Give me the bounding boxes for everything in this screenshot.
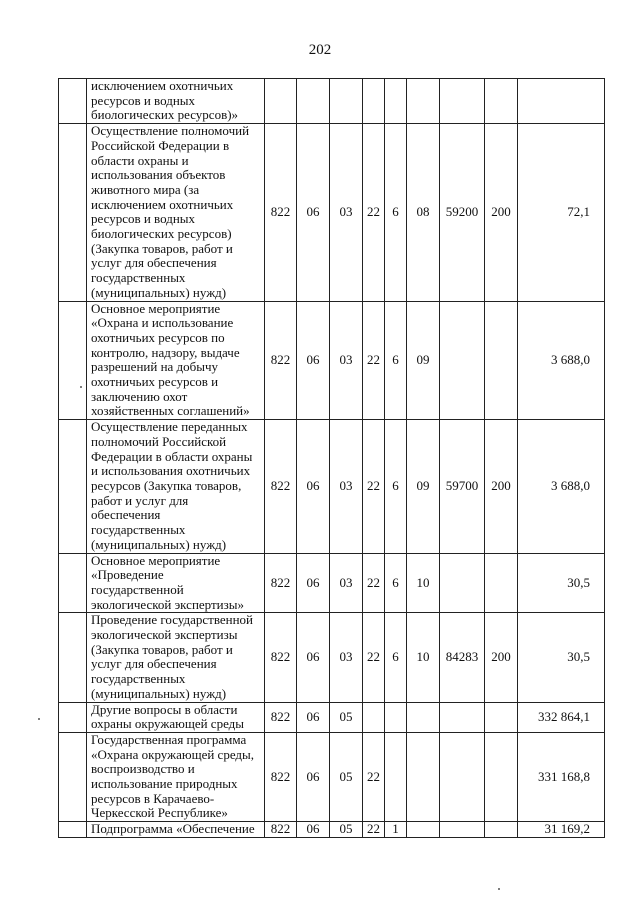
item-name-line: услуг для обеспечения: [91, 656, 217, 672]
item-name-line: Осуществление переданных: [91, 419, 248, 435]
cell-amount: 31 169,2: [518, 822, 605, 838]
cell-program: 22: [363, 420, 385, 553]
table-row: [59, 301, 605, 420]
cell-index: [59, 822, 87, 838]
cell-main-activity: 08: [407, 124, 440, 301]
cell-item-name: [87, 553, 265, 613]
item-name-line: использование природных: [91, 776, 238, 792]
item-name-line: государственной: [91, 581, 184, 597]
table-row: [59, 420, 605, 553]
cell-program: [363, 79, 385, 124]
item-name-line: «Проведение: [91, 567, 164, 583]
cell-item-name: [87, 822, 265, 838]
cell-item-name: [87, 124, 265, 301]
cell-section: 06: [297, 301, 330, 420]
item-name-line: воспроизводство и: [91, 761, 195, 777]
item-name-line: Осуществление полномочий: [91, 123, 250, 139]
cell-subsection: 03: [330, 613, 363, 702]
table-row: [59, 613, 605, 702]
cell-expense-direction: [440, 822, 485, 838]
cell-amount: 331 168,8: [518, 732, 605, 821]
cell-index: [59, 79, 87, 124]
item-name-line: исключением охотничьих: [91, 78, 234, 93]
cell-subsection: 05: [330, 732, 363, 821]
cell-index: [59, 702, 87, 732]
item-name-line: животного мира (за: [91, 181, 200, 197]
item-name-line: охотничьих ресурсов по: [91, 329, 225, 345]
cell-program: [363, 702, 385, 732]
table-body: [59, 79, 605, 838]
cell-item-name: [87, 732, 265, 821]
item-name-line: Российской Федерации в: [91, 137, 230, 153]
item-name-line: экологической экспертизы»: [91, 596, 245, 612]
item-name-line: государственных: [91, 270, 186, 286]
cell-grbs: 822: [265, 420, 297, 553]
item-name-line: «Охрана окружающей среды,: [91, 746, 255, 762]
item-name-line: исключением охотничьих: [91, 196, 234, 212]
table-row: [59, 79, 605, 124]
cell-index: [59, 420, 87, 553]
cell-section: [297, 79, 330, 124]
cell-index: [59, 124, 87, 301]
cell-grbs: 822: [265, 301, 297, 420]
item-name-line: Государственная программа: [91, 731, 247, 747]
cell-expense-direction: [440, 301, 485, 420]
cell-subprogram: 6: [385, 553, 407, 613]
item-name-line: охраны окружающей среды: [91, 716, 245, 732]
item-name-line: (Закупка товаров, работ и: [91, 641, 233, 657]
cell-main-activity: 10: [407, 553, 440, 613]
cell-grbs: 822: [265, 822, 297, 838]
cell-index: [59, 553, 87, 613]
cell-section: 06: [297, 613, 330, 702]
cell-subsection: 05: [330, 822, 363, 838]
item-name-line: Федерации в области охраны: [91, 448, 253, 464]
scan-speck: [38, 718, 40, 720]
cell-section: 06: [297, 420, 330, 553]
table-row: [59, 124, 605, 301]
item-name-line: биологических ресурсов): [91, 226, 232, 242]
item-name-line: охотничьих ресурсов и: [91, 374, 219, 390]
cell-expense-type: [485, 822, 518, 838]
cell-main-activity: [407, 702, 440, 732]
cell-section: 06: [297, 822, 330, 838]
cell-subprogram: 6: [385, 420, 407, 553]
cell-subprogram: 6: [385, 301, 407, 420]
cell-amount: 72,1: [518, 124, 605, 301]
item-name-line: работ и услуг для: [91, 492, 189, 508]
cell-subprogram: 6: [385, 613, 407, 702]
item-name-line: Основное мероприятие: [91, 552, 221, 568]
cell-expense-direction: [440, 79, 485, 124]
item-name-line: и использования охотничьих: [91, 463, 251, 479]
cell-program: 22: [363, 553, 385, 613]
cell-main-activity: [407, 822, 440, 838]
cell-expense-direction: 59200: [440, 124, 485, 301]
item-name-line: заключению охот: [91, 388, 188, 404]
cell-amount: 3 688,0: [518, 301, 605, 420]
item-name-line: «Охрана и использование: [91, 315, 234, 331]
cell-grbs: 822: [265, 732, 297, 821]
cell-expense-direction: 84283: [440, 613, 485, 702]
cell-expense-direction: [440, 553, 485, 613]
cell-amount: 30,5: [518, 613, 605, 702]
cell-subprogram: 1: [385, 822, 407, 838]
item-name-line: биологических ресурсов)»: [91, 107, 239, 123]
cell-expense-type: 200: [485, 613, 518, 702]
cell-expense-type: 200: [485, 124, 518, 301]
cell-section: 06: [297, 702, 330, 732]
cell-section: 06: [297, 732, 330, 821]
item-name-line: хозяйственных соглашений»: [91, 403, 250, 419]
item-name-line: Основное мероприятие: [91, 300, 221, 316]
cell-main-activity: 10: [407, 613, 440, 702]
item-name-line: экологической экспертизы: [91, 627, 238, 643]
cell-main-activity: [407, 79, 440, 124]
item-name-line: ресурсов и водных: [91, 211, 196, 227]
cell-item-name: [87, 613, 265, 702]
cell-program: 22: [363, 822, 385, 838]
cell-index: [59, 732, 87, 821]
table-row: [59, 822, 605, 838]
item-name-line: ресурсов в Карачаево-: [91, 790, 215, 806]
cell-subprogram: [385, 732, 407, 821]
cell-amount: 332 864,1: [518, 702, 605, 732]
cell-grbs: [265, 79, 297, 124]
cell-amount: [518, 79, 605, 124]
scan-speck: [80, 386, 82, 388]
item-name-line: Подпрограмма «Обеспечение: [91, 821, 255, 837]
item-name-line: Черкесской Республике»: [91, 805, 228, 821]
item-name-line: ресурсов (Закупка товаров,: [91, 477, 242, 493]
item-name-line: (муниципальных) нужд): [91, 685, 227, 701]
cell-expense-type: 200: [485, 420, 518, 553]
item-name-line: разрешений на добычу: [91, 359, 219, 375]
cell-main-activity: [407, 732, 440, 821]
cell-program: 22: [363, 732, 385, 821]
item-name-line: (Закупка товаров, работ и: [91, 240, 233, 256]
table-row: [59, 702, 605, 732]
cell-item-name: [87, 79, 265, 124]
item-name-line: услуг для обеспечения: [91, 255, 217, 271]
budget-table: [58, 78, 605, 838]
item-name-line: использования объектов: [91, 167, 226, 183]
cell-amount: 30,5: [518, 553, 605, 613]
cell-expense-type: [485, 732, 518, 821]
cell-expense-type: [485, 702, 518, 732]
cell-grbs: 822: [265, 553, 297, 613]
item-name-line: (муниципальных) нужд): [91, 284, 227, 300]
cell-subsection: 03: [330, 301, 363, 420]
cell-subsection: 03: [330, 553, 363, 613]
cell-subprogram: [385, 702, 407, 732]
item-name-line: контролю, надзору, выдаче: [91, 344, 240, 360]
cell-amount: 3 688,0: [518, 420, 605, 553]
item-name-line: области охраны и: [91, 152, 189, 168]
cell-main-activity: 09: [407, 301, 440, 420]
cell-subsection: [330, 79, 363, 124]
item-name-line: обеспечения: [91, 507, 161, 523]
item-name-line: ресурсов и водных: [91, 92, 196, 108]
cell-expense-type: [485, 79, 518, 124]
table-row: [59, 732, 605, 821]
cell-subprogram: 6: [385, 124, 407, 301]
cell-item-name: [87, 301, 265, 420]
cell-subprogram: [385, 79, 407, 124]
cell-program: 22: [363, 301, 385, 420]
item-name-line: государственных: [91, 522, 186, 538]
item-name-line: государственных: [91, 671, 186, 687]
cell-index: [59, 301, 87, 420]
cell-section: 06: [297, 124, 330, 301]
cell-expense-type: [485, 553, 518, 613]
cell-program: 22: [363, 613, 385, 702]
cell-expense-direction: [440, 702, 485, 732]
cell-subsection: 05: [330, 702, 363, 732]
item-name-line: полномочий Российской: [91, 433, 227, 449]
cell-main-activity: 09: [407, 420, 440, 553]
cell-item-name: [87, 702, 265, 732]
cell-subsection: 03: [330, 124, 363, 301]
cell-grbs: 822: [265, 124, 297, 301]
cell-grbs: 822: [265, 613, 297, 702]
cell-expense-type: [485, 301, 518, 420]
cell-index: [59, 613, 87, 702]
cell-section: 06: [297, 553, 330, 613]
scan-speck: [498, 888, 500, 890]
cell-item-name: [87, 420, 265, 553]
item-name-line: (муниципальных) нужд): [91, 536, 227, 552]
cell-grbs: 822: [265, 702, 297, 732]
cell-program: 22: [363, 124, 385, 301]
item-name-line: Другие вопросы в области: [91, 701, 238, 717]
cell-subsection: 03: [330, 420, 363, 553]
table-row: [59, 553, 605, 613]
item-name-line: Проведение государственной: [91, 612, 254, 628]
cell-expense-direction: 59700: [440, 420, 485, 553]
cell-expense-direction: [440, 732, 485, 821]
page-number: 202: [308, 42, 332, 58]
